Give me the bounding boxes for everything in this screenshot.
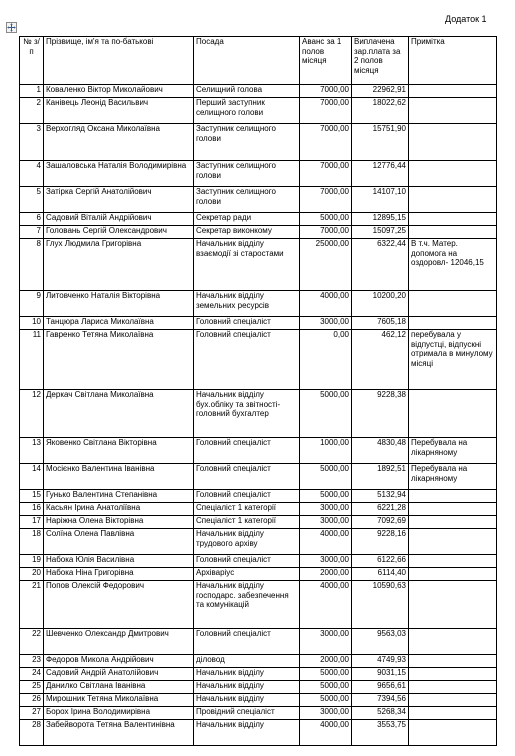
paid-amount-cell: 12895,15: [352, 213, 409, 226]
header-advance: Аванс за 1 полов місяця: [300, 37, 352, 85]
table-row: [20, 98, 497, 124]
row-number-cell: 22: [20, 629, 44, 655]
paid-amount-cell: 14107,10: [352, 187, 409, 213]
paid-amount-cell: 9656,61: [352, 681, 409, 694]
advance-amount-cell: 7000,00: [300, 187, 352, 213]
paid-amount-cell: 4830,48: [352, 438, 409, 464]
employee-name-cell: Зашаловська Наталія Володимирівна: [44, 161, 194, 187]
row-number-cell: 20: [20, 568, 44, 581]
row-number-cell: 2: [20, 98, 44, 124]
row-number-cell: 13: [20, 438, 44, 464]
note-cell: [409, 124, 497, 161]
employee-position-cell: Начальник відділу взаємодії зі старостами: [194, 239, 300, 291]
employee-name-cell: Канівець Леонід Васильвич: [44, 98, 194, 124]
employee-name-cell: Литовченко Наталія Вікторівна: [44, 291, 194, 317]
employee-position-cell: Начальник відділу: [194, 720, 300, 746]
header-name: Прізвище, ім'я та по-батькові: [44, 37, 194, 85]
employee-position-cell: Головний спеціаліст: [194, 629, 300, 655]
advance-amount-cell: 0,00: [300, 330, 352, 390]
employee-name-cell: Танцюра Лариса Миколаївна: [44, 317, 194, 330]
advance-amount-cell: 1000,00: [300, 438, 352, 464]
row-number-cell: 27: [20, 707, 44, 720]
note-cell: [409, 291, 497, 317]
note-cell: [409, 694, 497, 707]
advance-amount-cell: 7000,00: [300, 85, 352, 98]
paid-amount-cell: 6122,66: [352, 555, 409, 568]
table-row: [20, 330, 497, 390]
row-number-cell: 23: [20, 655, 44, 668]
employee-name-cell: Наріжна Олена Вікторівна: [44, 516, 194, 529]
employee-position-cell: Селищний голова: [194, 85, 300, 98]
row-number-cell: 18: [20, 529, 44, 555]
employee-position-cell: Начальник відділу бух.обліку та звітності-головний бухгалтер: [194, 390, 300, 438]
paid-amount-cell: 7394,56: [352, 694, 409, 707]
row-number-cell: 9: [20, 291, 44, 317]
advance-amount-cell: 7000,00: [300, 124, 352, 161]
table-row: [20, 291, 497, 317]
employee-position-cell: Начальник відділу господарс. забезпечення та комунікацій: [194, 581, 300, 629]
note-cell: Перебувала на лікарняному: [409, 464, 497, 490]
employee-name-cell: Федоров Микола Андрійович: [44, 655, 194, 668]
note-cell: [409, 317, 497, 330]
table-row: [20, 568, 497, 581]
table-row: [20, 555, 497, 568]
note-cell: [409, 516, 497, 529]
employee-name-cell: Затірка Сергій Анатолійович: [44, 187, 194, 213]
note-cell: [409, 568, 497, 581]
paid-amount-cell: 4749,93: [352, 655, 409, 668]
employee-position-cell: Заступник селищного голови: [194, 124, 300, 161]
row-number-cell: 1: [20, 85, 44, 98]
table-row: [20, 239, 497, 291]
note-cell: В т.ч. Матер. допомога на оздоровл- 12046,15: [409, 239, 497, 291]
table-row: [20, 707, 497, 720]
note-cell: [409, 681, 497, 694]
note-cell: [409, 226, 497, 239]
advance-amount-cell: 3000,00: [300, 516, 352, 529]
row-number-cell: 17: [20, 516, 44, 529]
employee-name-cell: Яковенко Світлана Вікторівна: [44, 438, 194, 464]
advance-amount-cell: 5000,00: [300, 213, 352, 226]
note-cell: [409, 161, 497, 187]
paid-amount-cell: 12776,44: [352, 161, 409, 187]
table-row: [20, 317, 497, 330]
employee-position-cell: Начальник відділу: [194, 668, 300, 681]
paid-amount-cell: 1892,51: [352, 464, 409, 490]
employee-name-cell: Деркач Світлана Миколаївна: [44, 390, 194, 438]
employee-name-cell: Садовий Андрій Анатолійович: [44, 668, 194, 681]
note-cell: [409, 503, 497, 516]
paid-amount-cell: 9228,38: [352, 390, 409, 438]
row-number-cell: 19: [20, 555, 44, 568]
advance-amount-cell: 7000,00: [300, 161, 352, 187]
table-body: [20, 85, 497, 746]
employee-position-cell: Заступник селищного голови: [194, 187, 300, 213]
employee-position-cell: Головний спеціаліст: [194, 464, 300, 490]
paid-amount-cell: 462,12: [352, 330, 409, 390]
table-header-row: [20, 37, 497, 85]
employee-name-cell: Шевченко Олександр Дмитрович: [44, 629, 194, 655]
employee-name-cell: Солїна Олена Павлівна: [44, 529, 194, 555]
paid-amount-cell: 6221,28: [352, 503, 409, 516]
advance-amount-cell: 7000,00: [300, 98, 352, 124]
row-number-cell: 28: [20, 720, 44, 746]
row-number-cell: 15: [20, 490, 44, 503]
note-cell: [409, 555, 497, 568]
paid-amount-cell: 5132,94: [352, 490, 409, 503]
paid-amount-cell: 22962,91: [352, 85, 409, 98]
table-row: [20, 464, 497, 490]
paid-amount-cell: 10200,20: [352, 291, 409, 317]
employee-position-cell: Начальник відділу трудового архіву: [194, 529, 300, 555]
paid-amount-cell: 3553,75: [352, 720, 409, 746]
note-cell: [409, 390, 497, 438]
row-number-cell: 8: [20, 239, 44, 291]
note-cell: [409, 187, 497, 213]
advance-amount-cell: 5000,00: [300, 668, 352, 681]
employee-position-cell: Перший заступник селищного голови: [194, 98, 300, 124]
employee-position-cell: Головний спеціаліст: [194, 438, 300, 464]
row-number-cell: 21: [20, 581, 44, 629]
table-row: [20, 581, 497, 629]
employee-name-cell: Касьян Ірина Анатоліївна: [44, 503, 194, 516]
employee-name-cell: Борох Ірина Володимирівна: [44, 707, 194, 720]
table-move-handle-icon[interactable]: [6, 22, 17, 33]
employee-name-cell: Головань Сергій Олександрович: [44, 226, 194, 239]
employee-name-cell: Забейворота Тетяна Валентинівна: [44, 720, 194, 746]
table-row: [20, 516, 497, 529]
note-cell: [409, 707, 497, 720]
table-row: [20, 490, 497, 503]
advance-amount-cell: 5000,00: [300, 390, 352, 438]
advance-amount-cell: 25000,00: [300, 239, 352, 291]
note-cell: [409, 720, 497, 746]
employee-name-cell: Мосієнко Валентина Іванівна: [44, 464, 194, 490]
employee-position-cell: Начальник відділу: [194, 681, 300, 694]
paid-amount-cell: 6114,40: [352, 568, 409, 581]
paid-amount-cell: 18022,62: [352, 98, 409, 124]
paid-amount-cell: 9228,16: [352, 529, 409, 555]
advance-amount-cell: 3000,00: [300, 707, 352, 720]
employee-name-cell: Гавренко Тетяна Миколаївна: [44, 330, 194, 390]
table-row: [20, 694, 497, 707]
table-row: [20, 681, 497, 694]
employee-name-cell: Садовий Віталій Андрійович: [44, 213, 194, 226]
employee-position-cell: Головний спеціаліст: [194, 555, 300, 568]
advance-amount-cell: 3000,00: [300, 503, 352, 516]
table-row: [20, 124, 497, 161]
note-cell: [409, 85, 497, 98]
note-cell: [409, 529, 497, 555]
table-row: [20, 187, 497, 213]
advance-amount-cell: 5000,00: [300, 464, 352, 490]
note-cell: [409, 581, 497, 629]
paid-amount-cell: 9563,03: [352, 629, 409, 655]
header-paid: Виплачена зар.плата за 2 полов місяця: [352, 37, 409, 85]
paid-amount-cell: 9031,15: [352, 668, 409, 681]
table-row: [20, 668, 497, 681]
employee-name-cell: Верхогляд Оксана Миколаївна: [44, 124, 194, 161]
salary-table: [19, 36, 497, 746]
addendum-label: Додаток 1: [445, 14, 487, 24]
table-row: [20, 85, 497, 98]
paid-amount-cell: 5268,34: [352, 707, 409, 720]
row-number-cell: 11: [20, 330, 44, 390]
employee-name-cell: Набока Юлія Василівна: [44, 555, 194, 568]
advance-amount-cell: 4000,00: [300, 720, 352, 746]
note-cell: Перебувала на лікарняному: [409, 438, 497, 464]
employee-name-cell: Мирошник Тетяна Миколаївна: [44, 694, 194, 707]
employee-name-cell: Попов Олексій Федорович: [44, 581, 194, 629]
row-number-cell: 25: [20, 681, 44, 694]
employee-position-cell: Спеціаліст 1 категорії: [194, 516, 300, 529]
employee-name-cell: Глух Людмила Григорівна: [44, 239, 194, 291]
table-row: [20, 529, 497, 555]
advance-amount-cell: 5000,00: [300, 490, 352, 503]
employee-position-cell: діловод: [194, 655, 300, 668]
table-row: [20, 629, 497, 655]
advance-amount-cell: 7000,00: [300, 226, 352, 239]
header-note: Примітка: [409, 37, 497, 85]
note-cell: [409, 668, 497, 681]
advance-amount-cell: 5000,00: [300, 694, 352, 707]
row-number-cell: 6: [20, 213, 44, 226]
employee-name-cell: Данилко Світлана Іванівна: [44, 681, 194, 694]
employee-name-cell: Коваленко Віктор Миколайович: [44, 85, 194, 98]
employee-position-cell: Головний спеціаліст: [194, 317, 300, 330]
header-num: № з/п: [20, 37, 44, 85]
table-row: [20, 438, 497, 464]
employee-position-cell: Секретар виконкому: [194, 226, 300, 239]
employee-position-cell: Секретар ради: [194, 213, 300, 226]
row-number-cell: 7: [20, 226, 44, 239]
row-number-cell: 4: [20, 161, 44, 187]
row-number-cell: 5: [20, 187, 44, 213]
row-number-cell: 24: [20, 668, 44, 681]
note-cell: [409, 655, 497, 668]
advance-amount-cell: 4000,00: [300, 291, 352, 317]
paid-amount-cell: 15751,90: [352, 124, 409, 161]
advance-amount-cell: 5000,00: [300, 681, 352, 694]
employee-position-cell: Начальник відділу: [194, 694, 300, 707]
advance-amount-cell: 4000,00: [300, 581, 352, 629]
advance-amount-cell: 3000,00: [300, 555, 352, 568]
table-row: [20, 503, 497, 516]
employee-name-cell: Набока Ніна Григорівна: [44, 568, 194, 581]
employee-position-cell: Заступник селищного голови: [194, 161, 300, 187]
paid-amount-cell: 15097,25: [352, 226, 409, 239]
note-cell: [409, 213, 497, 226]
note-cell: [409, 629, 497, 655]
table-row: [20, 720, 497, 746]
row-number-cell: 3: [20, 124, 44, 161]
note-cell: [409, 98, 497, 124]
employee-name-cell: Гунько Валентина Степанівна: [44, 490, 194, 503]
row-number-cell: 14: [20, 464, 44, 490]
row-number-cell: 16: [20, 503, 44, 516]
paid-amount-cell: 10590,63: [352, 581, 409, 629]
header-position: Посада: [194, 37, 300, 85]
table-row: [20, 226, 497, 239]
advance-amount-cell: 2000,00: [300, 655, 352, 668]
employee-position-cell: Провідний спеціаліст: [194, 707, 300, 720]
advance-amount-cell: 3000,00: [300, 629, 352, 655]
row-number-cell: 26: [20, 694, 44, 707]
table-row: [20, 161, 497, 187]
employee-position-cell: Спеціаліст 1 категорії: [194, 503, 300, 516]
row-number-cell: 10: [20, 317, 44, 330]
note-cell: [409, 490, 497, 503]
employee-position-cell: Начальник відділу земельних ресурсів: [194, 291, 300, 317]
employee-position-cell: Головний спеціаліст: [194, 330, 300, 390]
table-row: [20, 390, 497, 438]
employee-position-cell: Архіваріус: [194, 568, 300, 581]
paid-amount-cell: 6322,44: [352, 239, 409, 291]
table-row: [20, 213, 497, 226]
table-row: [20, 655, 497, 668]
employee-position-cell: Головний спеціаліст: [194, 490, 300, 503]
advance-amount-cell: 4000,00: [300, 529, 352, 555]
advance-amount-cell: 3000,00: [300, 317, 352, 330]
paid-amount-cell: 7092,69: [352, 516, 409, 529]
note-cell: перебувала у відпустці, відпускні отримала в минулому місяці: [409, 330, 497, 390]
advance-amount-cell: 2000,00: [300, 568, 352, 581]
row-number-cell: 12: [20, 390, 44, 438]
paid-amount-cell: 7605,18: [352, 317, 409, 330]
